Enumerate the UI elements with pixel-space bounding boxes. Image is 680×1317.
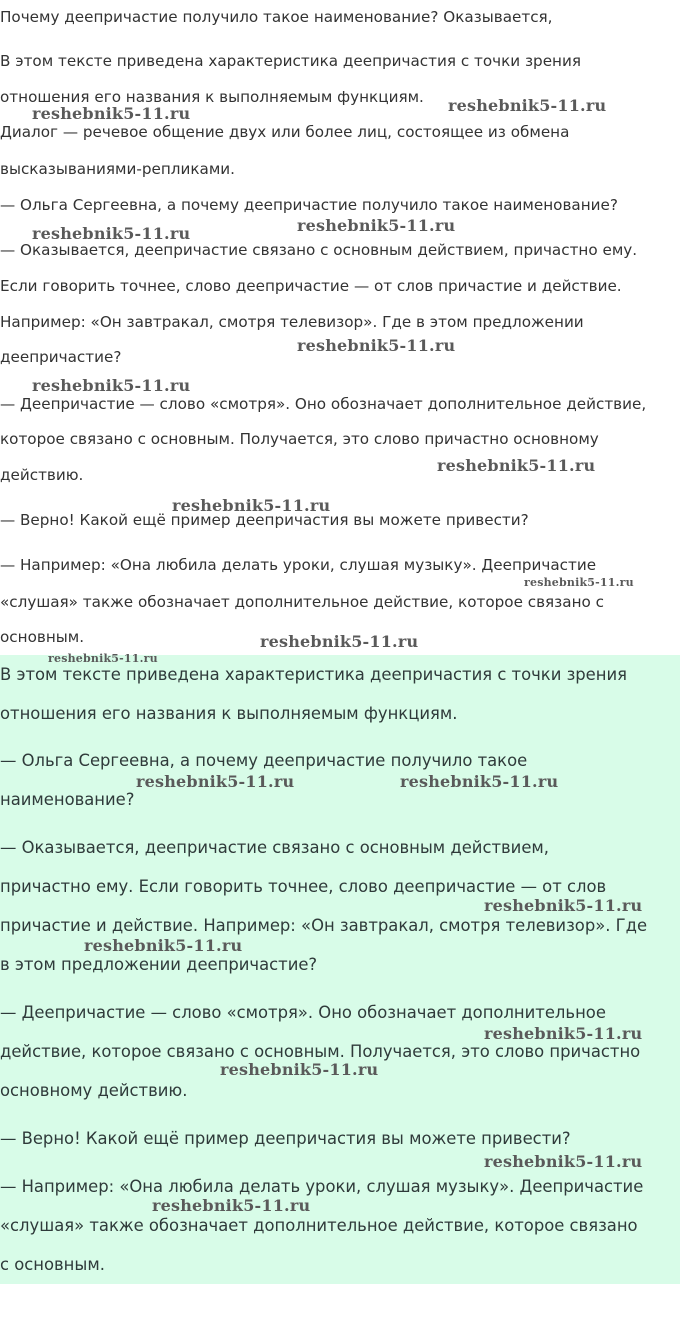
watermark: reshebnik5-11.ru: [484, 896, 643, 915]
text-line: действию.: [0, 466, 84, 484]
watermark: reshebnik5-11.ru: [136, 772, 295, 791]
watermark: reshebnik5-11.ru: [448, 96, 607, 115]
answer-line: В этом тексте приведена характеристика деепричастия с точки зрения: [0, 665, 627, 684]
text-line: «слушая» также обозначает дополнительное действие, которое связано с: [0, 593, 604, 611]
watermark: reshebnik5-11.ru: [400, 772, 559, 791]
watermark: reshebnik5-11.ru: [172, 496, 331, 515]
answer-line: — Ольга Сергеевна, а почему деепричастие получило такое: [0, 751, 528, 770]
text-line: — Деепричастие — слово «смотря». Оно обозначает дополнительное действие,: [0, 395, 647, 413]
text-line: В этом тексте приведена характеристика деепричастия с точки зрения: [0, 52, 581, 70]
answer-line: — Верно! Какой ещё пример деепричастия вы можете привести?: [0, 1129, 571, 1148]
text-line: Например: «Он завтракал, смотря телевизор». Где в этом предложении: [0, 313, 584, 331]
answer-line: с основным.: [0, 1255, 105, 1274]
text-line: — Ольга Сергеевна, а почему деепричастие получило такое наименование?: [0, 196, 618, 214]
text-line: отношения его названия к выполняемым функциям.: [0, 88, 424, 106]
watermark: reshebnik5-11.ru: [484, 1024, 643, 1043]
answer-line: отношения его названия к выполняемым функциям.: [0, 704, 458, 723]
text-line: Если говорить точнее, слово деепричастие — от слов причастие и действие.: [0, 277, 622, 295]
answer-line: наименование?: [0, 790, 135, 809]
answer-line: — Оказывается, деепричастие связано с основным действием,: [0, 838, 549, 857]
text-line: — Оказывается, деепричастие связано с основным действием, причастно ему.: [0, 241, 638, 259]
watermark: reshebnik5-11.ru: [84, 936, 243, 955]
text-line: — Например: «Она любила делать уроки, слушая музыку». Деепричастие: [0, 556, 597, 574]
text-line: Почему деепричастие получило такое наименование? Оказывается,: [0, 8, 553, 26]
watermark: reshebnik5-11.ru: [32, 104, 191, 123]
watermark: reshebnik5-11.ru: [48, 652, 158, 665]
text-line: Диалог — речевое общение двух или более лиц, состоящее из обмена: [0, 123, 570, 141]
text-line: — Верно! Какой ещё пример деепричастия вы можете привести?: [0, 511, 529, 529]
watermark: reshebnik5-11.ru: [484, 1152, 643, 1171]
watermark: reshebnik5-11.ru: [220, 1060, 379, 1079]
answer-block: [0, 655, 680, 1284]
watermark: reshebnik5-11.ru: [297, 336, 456, 355]
text-line: высказываниями-репликами.: [0, 160, 235, 178]
watermark: reshebnik5-11.ru: [32, 376, 191, 395]
watermark: reshebnik5-11.ru: [32, 224, 191, 243]
watermark: reshebnik5-11.ru: [297, 216, 456, 235]
watermark: reshebnik5-11.ru: [437, 456, 596, 475]
answer-line: причастно ему. Если говорить точнее, слово деепричастие — от слов: [0, 877, 607, 896]
watermark: reshebnik5-11.ru: [152, 1196, 311, 1215]
text-line: деепричастие?: [0, 348, 122, 366]
answer-line: в этом предложении деепричастие?: [0, 955, 318, 974]
answer-line: основному действию.: [0, 1081, 188, 1100]
watermark: reshebnik5-11.ru: [260, 632, 419, 651]
answer-line: причастие и действие. Например: «Он завтракал, смотря телевизор». Где: [0, 916, 648, 935]
answer-line: «слушая» также обозначает дополнительное действие, которое связано: [0, 1216, 638, 1235]
text-line: основным.: [0, 628, 85, 646]
answer-line: — Деепричастие — слово «смотря». Оно обозначает дополнительное: [0, 1003, 606, 1022]
answer-line: — Например: «Она любила делать уроки, слушая музыку». Деепричастие: [0, 1177, 644, 1196]
watermark: reshebnik5-11.ru: [524, 576, 634, 589]
text-line: которое связано с основным. Получается, это слово причастно основному: [0, 430, 599, 448]
answer-line: действие, которое связано с основным. Получается, это слово причастно: [0, 1042, 641, 1061]
